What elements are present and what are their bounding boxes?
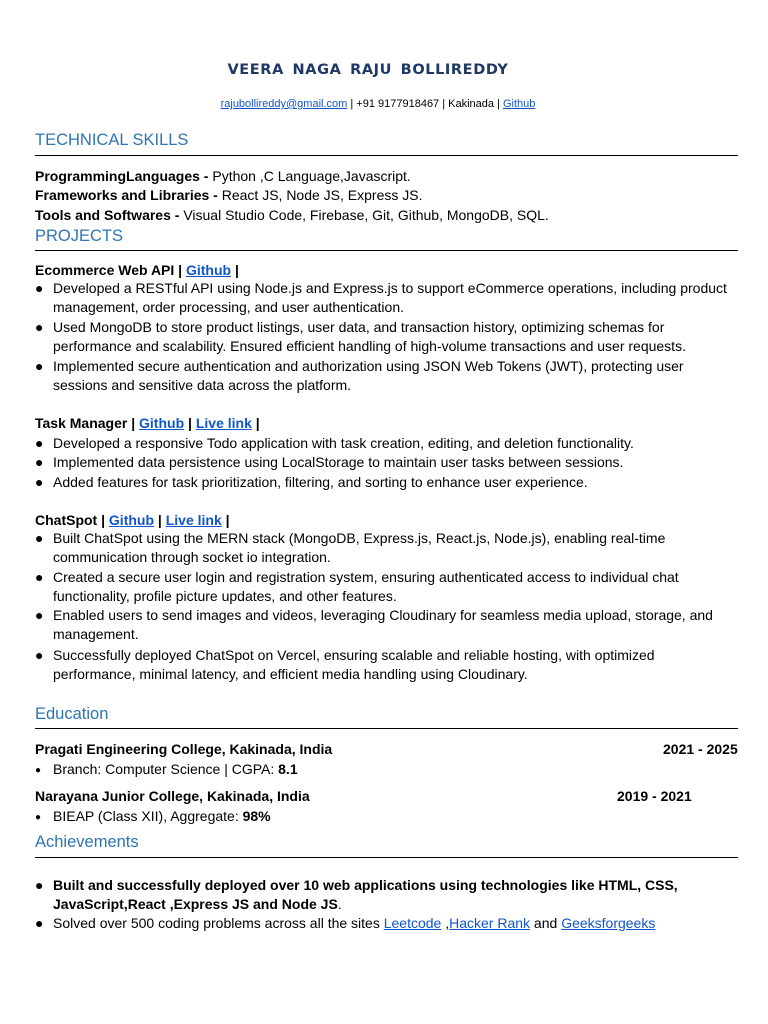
education-years: 2021 - 2025: [663, 741, 738, 757]
skill-row-languages: ProgrammingLanguages - Python ,C Language,Javascript.: [35, 168, 411, 184]
hackerrank-link[interactable]: Hacker Rank: [449, 915, 531, 931]
list-item: ● Branch: Computer Science | CGPA: 8.1: [35, 761, 298, 777]
achievements-heading: Achievements: [35, 833, 139, 851]
section-divider: [35, 155, 738, 156]
section-divider: [35, 728, 738, 729]
skill-row-frameworks: Frameworks and Libraries - React JS, Node JS, Express JS.: [35, 187, 423, 203]
list-item: ● BIEAP (Class XII), Aggregate: 98%: [35, 808, 271, 824]
project-title-task-manager: Task Manager | Github | Live link |: [35, 415, 260, 431]
project-live-link[interactable]: Live link: [165, 512, 222, 528]
email-link[interactable]: rajubollireddy@gmail.com: [220, 98, 348, 110]
list-item: ● Developed a RESTful API using Node.js and Express.js to support eCommerce operations, including product management, order processing, and user authentication.: [35, 280, 727, 316]
project-title-ecommerce: Ecommerce Web API | Github |: [35, 262, 239, 278]
list-item: ● Added features for task prioritization, filtering, and sorting to enhance user experience.: [35, 474, 588, 490]
project-github-link[interactable]: Github: [139, 415, 185, 431]
list-item: ● Implemented data persistence using LocalStorage to maintain user tasks between sessions.: [35, 454, 624, 470]
list-item: ● Built and successfully deployed over 10 web applications using technologies like HTML, CSS, JavaScript,React ,Express JS and Node JS.: [35, 877, 678, 913]
skill-row-tools: Tools and Softwares - Visual Studio Code, Firebase, Git, Github, MongoDB, SQL.: [35, 207, 549, 223]
education-school: Narayana Junior College, Kakinada, India: [35, 788, 310, 804]
list-item: ● Used MongoDB to store product listings, user data, and transaction history, optimizing schemas for performance and scalability. Ensured efficient handling of high-volume transactions and user requests.: [35, 319, 686, 355]
leetcode-link[interactable]: Leetcode: [383, 915, 442, 931]
project-live-link[interactable]: Live link: [195, 415, 252, 431]
list-item: ● Created a secure user login and registration system, ensuring authenticated access to individual chat functionality, profile picture updates, and other features.: [35, 569, 679, 605]
project-github-link[interactable]: Github: [185, 262, 232, 278]
list-item: ● Solved over 500 coding problems across all the sites Leetcode ,Hacker Rank and Geeksforgeeks: [35, 915, 656, 931]
list-item: ● Enabled users to send images and videos, leveraging Cloudinary for seamless media upload, storage, and management.: [35, 607, 713, 643]
education-years: 2019 - 2021: [617, 788, 692, 804]
project-github-link[interactable]: Github: [108, 512, 155, 528]
list-item: ● Built ChatSpot using the MERN stack (MongoDB, Express.js, React.js, Node.js), enabling real-time communication through socket io integration.: [35, 530, 666, 566]
project-title-chatspot: ChatSpot | Github | Live link |: [35, 512, 230, 528]
list-item: ● Implemented secure authentication and authorization using JSON Web Tokens (JWT), protecting user sessions and sensitive data across the platform.: [35, 358, 684, 394]
list-item: ● Developed a responsive Todo application with task creation, editing, and deletion functionality.: [35, 435, 634, 451]
education-heading: Education: [35, 705, 109, 723]
section-divider: [35, 857, 738, 858]
projects-heading: PROJECTS: [35, 227, 124, 245]
contact-line: [0, 98, 756, 110]
education-school: Pragati Engineering College, Kakinada, India: [35, 741, 333, 757]
candidate-name: VEERA NAGA RAJU BOLLIREDDY: [227, 62, 509, 78]
list-item: ● Successfully deployed ChatSpot on Vercel, ensuring scalable and reliable hosting, with optimized performance, minimal latency, and efficient media handling using Cloudinary.: [35, 647, 655, 683]
section-divider: [35, 250, 738, 251]
skills-heading: TECHNICAL SKILLS: [35, 131, 189, 149]
phone-location: | +91 9177918467 | Kakinada |: [347, 98, 503, 110]
github-profile-link[interactable]: Github: [502, 98, 536, 110]
geeksforgeeks-link[interactable]: Geeksforgeeks: [561, 915, 656, 931]
